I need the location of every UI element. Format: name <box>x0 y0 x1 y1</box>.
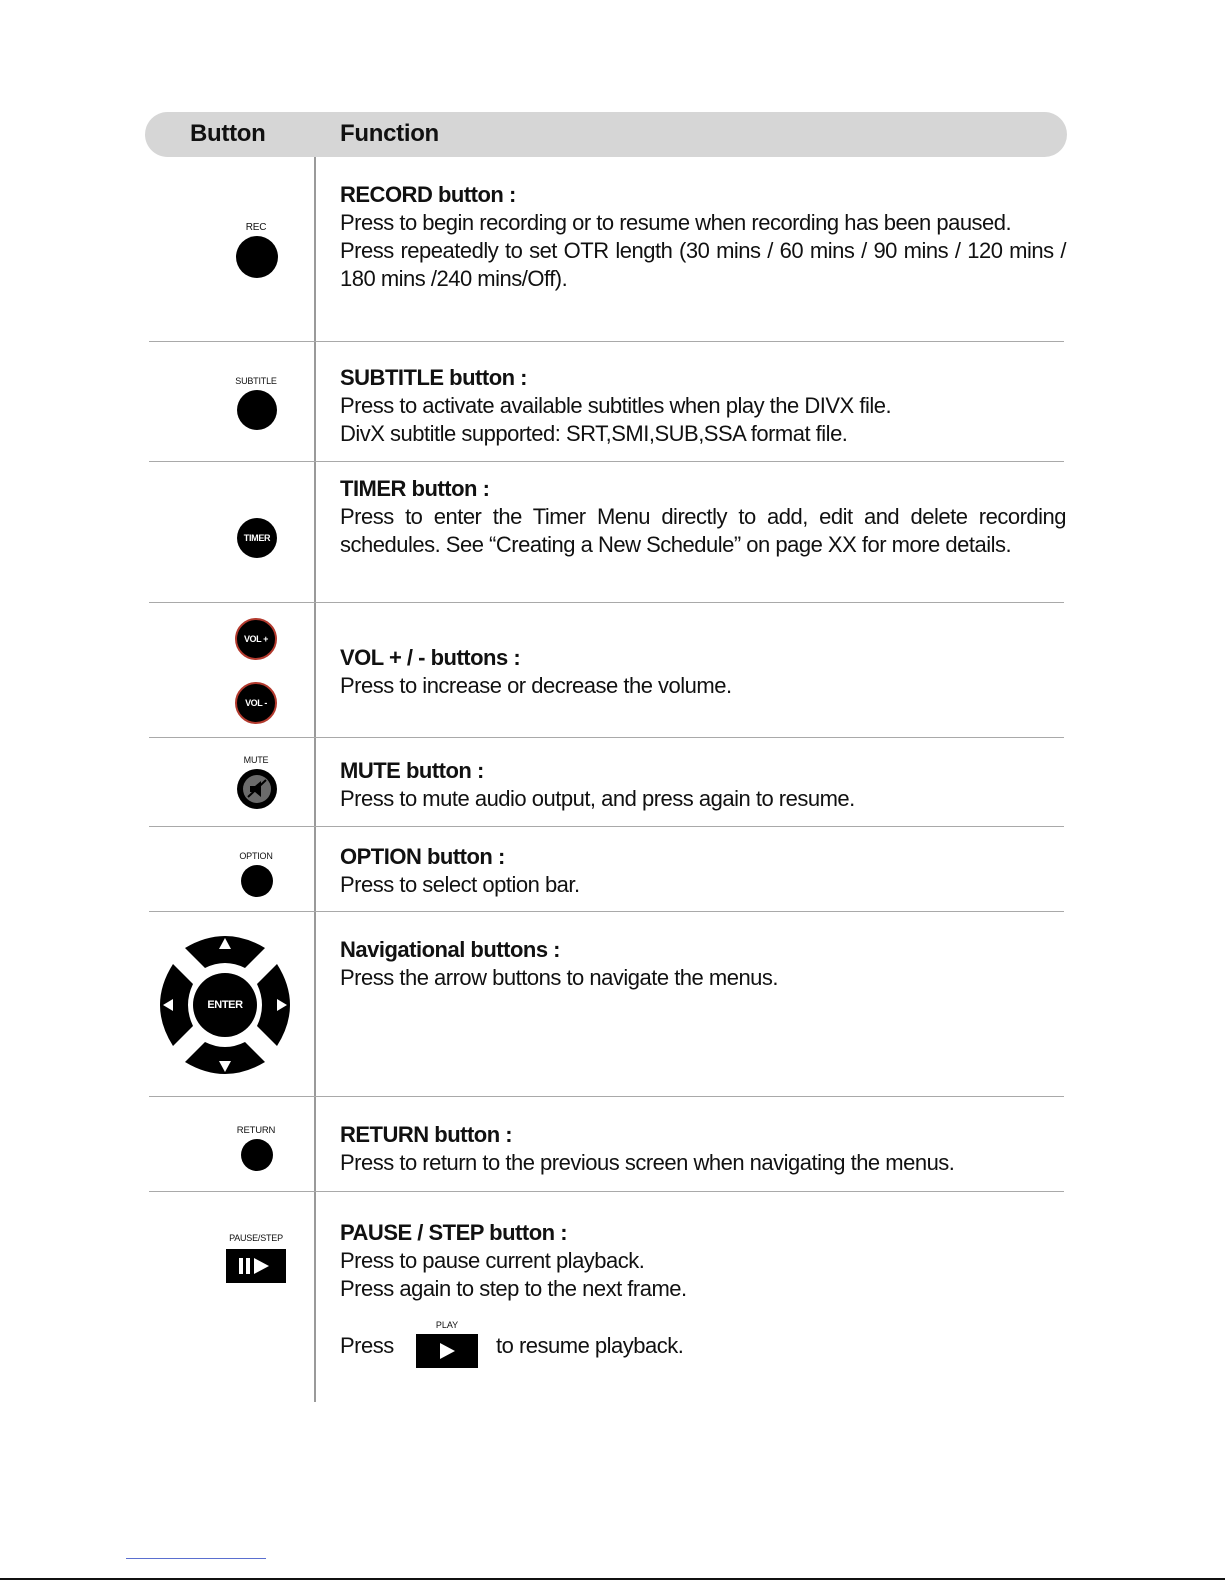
mute-line-1: Press to mute audio output, and press again to resume. <box>340 786 855 811</box>
row-divider <box>149 826 1064 827</box>
footer-link-underline <box>126 1558 266 1559</box>
timer-title: TIMER button : <box>340 476 490 501</box>
subtitle-dot-icon <box>237 390 277 430</box>
column-divider <box>314 157 316 1402</box>
record-line-1: Press to begin recording or to resume when recording has been paused. <box>340 210 1012 235</box>
subtitle-line-1: Press to activate available subtitles when play the DIVX file. <box>340 393 892 418</box>
timer-button-icon: TIMER <box>237 518 277 558</box>
table-header <box>145 112 1067 157</box>
play-icon <box>416 1334 478 1368</box>
mute-title: MUTE button : <box>340 758 484 783</box>
rec-icon-label: REC <box>245 222 267 233</box>
row-divider <box>149 737 1064 738</box>
row-divider <box>149 602 1064 603</box>
option-description <box>340 843 1066 899</box>
pause-step-description <box>340 1219 1066 1303</box>
footer-rule <box>0 1578 1225 1580</box>
record-description <box>340 181 1066 293</box>
row-divider <box>149 1191 1064 1192</box>
return-icon-label: RETURN <box>236 1125 276 1136</box>
option-title: OPTION button : <box>340 844 505 869</box>
mute-speaker-icon <box>236 768 278 810</box>
header-button-label: Button <box>190 120 266 147</box>
navigation-title: Navigational buttons : <box>340 937 560 962</box>
mute-icon-label: MUTE <box>243 755 269 765</box>
row-divider <box>149 341 1064 342</box>
option-line-1: Press to select option bar. <box>340 872 580 897</box>
record-title: RECORD button : <box>340 182 516 207</box>
enter-button-label: ENTER <box>207 999 243 1011</box>
play-icon-label: PLAY <box>435 1320 459 1330</box>
mute-description <box>340 757 1066 813</box>
pause-step-line-2: Press again to step to the next frame. <box>340 1276 687 1301</box>
resume-after-text: to resume playback. <box>496 1333 684 1358</box>
subtitle-icon-label: SUBTITLE <box>235 376 277 386</box>
timer-line-1: Press to enter the Timer Menu directly to add, edit and delete recording schedules. See “Creating a New Schedule” on page XX for more details. <box>340 504 1066 557</box>
return-dot-icon <box>241 1139 273 1171</box>
header-function-label: Function <box>340 120 439 147</box>
option-dot-icon <box>241 865 273 897</box>
volume-title: VOL + / - buttons : <box>340 645 521 670</box>
option-icon-label: OPTION <box>239 851 273 861</box>
return-line-1: Press to return to the previous screen when navigating the menus. <box>340 1150 955 1175</box>
volume-down-icon: VOL - <box>235 682 277 724</box>
volume-description <box>340 644 1066 700</box>
volume-up-icon: VOL + <box>235 618 277 660</box>
subtitle-line-2: DivX subtitle supported: SRT,SMI,SUB,SSA format file. <box>340 421 848 446</box>
navigation-description <box>340 936 1066 992</box>
pause-step-icon-label: PAUSE/STEP <box>229 1233 283 1243</box>
pause-step-icon <box>226 1249 286 1283</box>
row-divider <box>149 461 1064 462</box>
volume-line-1: Press to increase or decrease the volume. <box>340 673 732 698</box>
resume-press-text: Press <box>340 1333 394 1358</box>
return-description <box>340 1121 1066 1177</box>
pause-step-line-1: Press to pause current playback. <box>340 1248 645 1273</box>
pause-step-title: PAUSE / STEP button : <box>340 1220 568 1245</box>
subtitle-title: SUBTITLE button : <box>340 365 528 390</box>
record-line-2: Press repeatedly to set OTR length (30 mins / 60 mins / 90 mins / 120 mins / 180 mins /240 mins/Off). <box>340 238 1066 291</box>
record-dot-icon <box>236 236 278 278</box>
timer-description <box>340 475 1066 559</box>
return-title: RETURN button : <box>340 1122 513 1147</box>
navigation-line-1: Press the arrow buttons to navigate the menus. <box>340 965 779 990</box>
row-divider <box>149 1096 1064 1097</box>
subtitle-description <box>340 364 1066 448</box>
row-divider <box>149 911 1064 912</box>
